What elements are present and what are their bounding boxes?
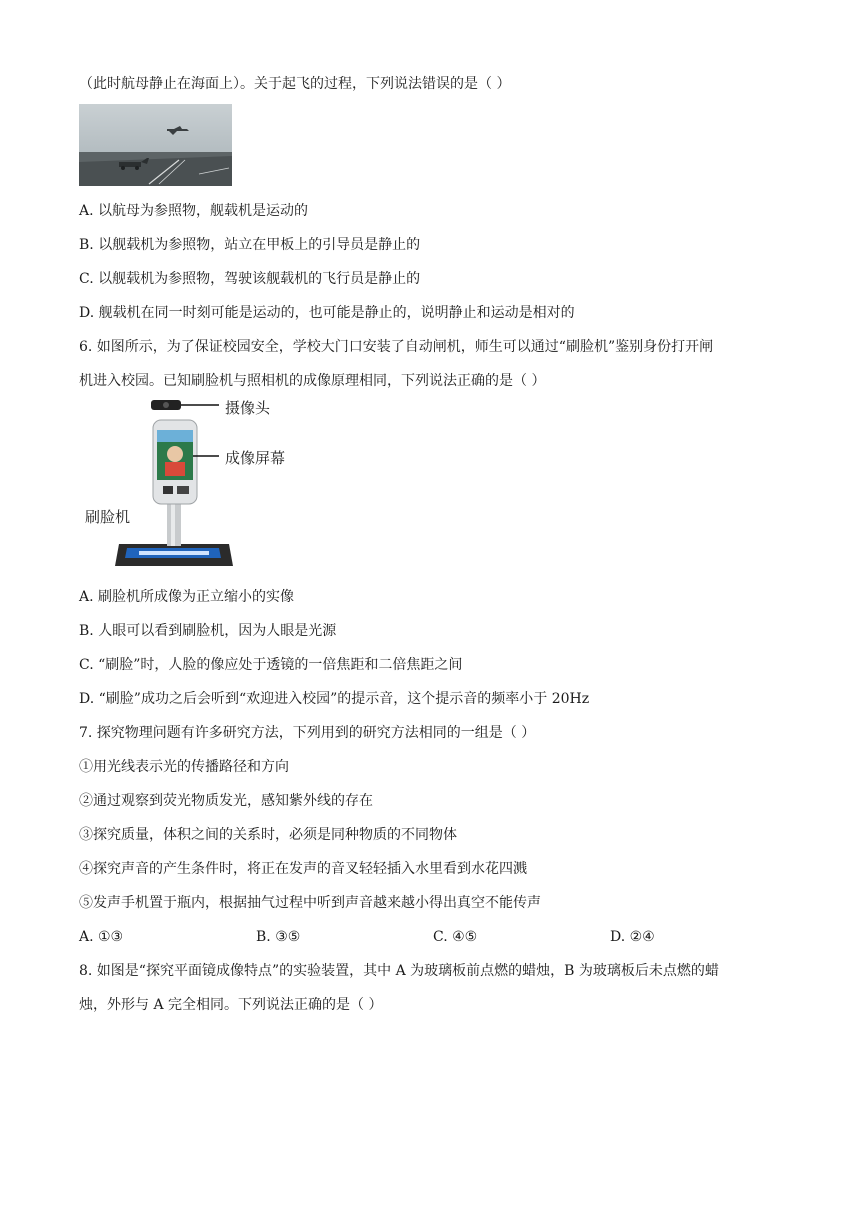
q7-choice-d: D. ②④ — [610, 929, 655, 945]
q6-option-b: B. 人眼可以看到刷脸机，因为人眼是光源 — [79, 623, 337, 639]
q7-item-2: ②通过观察到荧光物质发光，感知紫外线的存在 — [79, 793, 373, 809]
q5-option-b: B. 以舰载机为参照物，站立在甲板上的引导员是静止的 — [79, 237, 421, 253]
q7-choice-a: A. ①③ — [79, 929, 124, 945]
q7-choice-c: C. ④⑤ — [433, 929, 478, 945]
q7-item-5: ⑤发声手机置于瓶内，根据抽气过程中听到声音越来越小得出真空不能传声 — [79, 895, 541, 911]
q5-option-d: D. 舰载机在同一时刻可能是运动的，也可能是静止的，说明静止和运动是相对的 — [79, 305, 575, 321]
q6-option-c: C. “刷脸”时，人脸的像应处于透镜的一倍焦距和二倍焦距之间 — [79, 657, 463, 673]
q7-item-3: ③探究质量，体积之间的关系时，必须是同种物质的不同物体 — [79, 827, 457, 843]
screen-label: 成像屏幕 — [225, 449, 286, 467]
q5-option-a: A. 以航母为参照物，舰载机是运动的 — [79, 203, 309, 219]
q6-option-a: A. 刷脸机所成像为正立缩小的实像 — [79, 589, 295, 605]
q5-option-c: C. 以舰载机为参照物，驾驶该舰载机的飞行员是静止的 — [79, 271, 421, 287]
q7-item-4: ④探究声音的产生条件时，将正在发声的音叉轻轻插入水里看到水花四溅 — [79, 861, 527, 877]
q6-stem-line1: 6. 如图所示，为了保证校园安全，学校大门口安装了自动闸机，师生可以通过“刷脸机”鉴别身份打开闸 — [79, 339, 714, 355]
q7-stem: 7. 探究物理问题有许多研究方法，下列用到的研究方法相同的一组是（ ） — [79, 725, 536, 741]
q6-stem-line2: 机进入校园。已知刷脸机与照相机的成像原理相同，下列说法正确的是（ ） — [79, 373, 546, 389]
q6-option-d: D. “刷脸”成功之后会听到“欢迎进入校园”的提示音，这个提示音的频率小于 20Hz — [79, 691, 590, 707]
q7-choice-b: B. ③⑤ — [256, 929, 301, 945]
q7-item-1: ①用光线表示光的传播路径和方向 — [79, 759, 289, 775]
device-label: 刷脸机 — [85, 508, 131, 526]
face-scanner-figure — [79, 398, 309, 570]
q5-intro: （此时航母静止在海面上）。关于起飞的过程，下列说法错误的是（ ） — [79, 76, 511, 92]
q8-stem-line2: 烛，外形与 A 完全相同。下列说法正确的是（ ） — [79, 997, 383, 1013]
q8-stem-line1: 8. 如图是“探究平面镜成像特点”的实验装置，其中 A 为玻璃板前点燃的蜡烛，B 为玻璃板后未点燃的蜡 — [79, 963, 719, 979]
aircraft-carrier-photo — [79, 104, 232, 186]
camera-label: 摄像头 — [225, 399, 271, 417]
